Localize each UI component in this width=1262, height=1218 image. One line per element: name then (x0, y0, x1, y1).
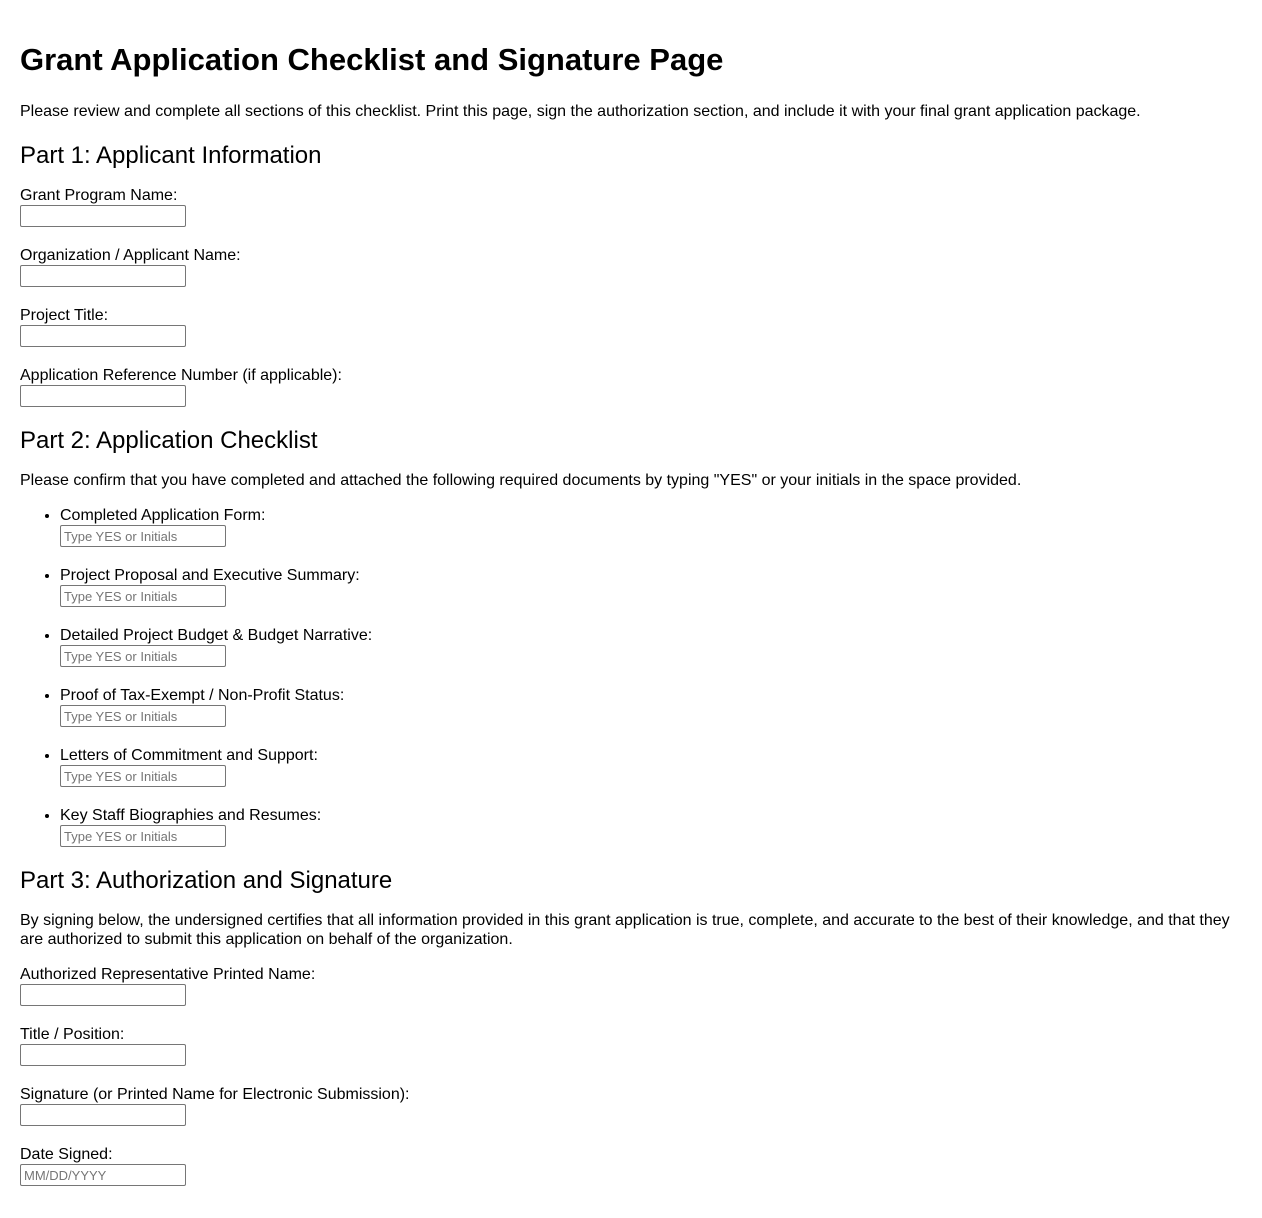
checklist-item-label: • Project Proposal and Executive Summary: (60, 567, 360, 584)
date-signed-field (20, 1145, 1242, 1186)
organization-name-input[interactable] (20, 265, 186, 287)
tax-exempt-status-confirm-input[interactable] (60, 705, 226, 727)
checklist-item-label: • Key Staff Biographies and Resumes: (60, 807, 322, 824)
title-position-input[interactable] (20, 1044, 186, 1066)
representative-printed-name-field (20, 965, 1242, 1006)
grant-program-name-input[interactable] (20, 205, 186, 227)
title-position-field (20, 1025, 1242, 1066)
date-signed-input[interactable] (20, 1164, 186, 1186)
project-proposal-confirm-input[interactable] (60, 585, 226, 607)
checklist-item-label: • Proof of Tax-Exempt / Non-Profit Status: (60, 687, 345, 704)
project-budget-confirm-input[interactable] (60, 645, 226, 667)
organization-name-field (20, 246, 1242, 287)
intro-text: Please review and complete all sections of this checklist. Print this page, sign the authorization section, and include it with your final grant application package. (20, 103, 1141, 120)
application-form-confirm-input[interactable] (60, 525, 226, 547)
checklist-item-project-budget (60, 626, 1242, 667)
checklist-item-application-form (60, 506, 1242, 547)
part1-heading: Part 1: Applicant Information (20, 142, 322, 169)
signature-label: Signature (or Printed Name for Electronic Submission): (20, 1086, 410, 1103)
project-title-label: Project Title: (20, 307, 109, 324)
checklist-instructions: Please confirm that you have completed and attached the following required documents by typing "YES" or your initials in the space provided. (20, 472, 1022, 489)
letters-of-support-confirm-input[interactable] (60, 765, 226, 787)
page-title: Grant Application Checklist and Signature Page (20, 42, 724, 77)
part3-heading: Part 3: Authorization and Signature (20, 867, 393, 894)
checklist-item-label: • Letters of Commitment and Support: (60, 747, 318, 764)
representative-printed-name-input[interactable] (20, 984, 186, 1006)
checklist-item-project-proposal (60, 566, 1242, 607)
checklist (20, 506, 1242, 847)
project-title-input[interactable] (20, 325, 186, 347)
checklist-item-staff-biographies (60, 806, 1242, 847)
application-reference-number-label: Application Reference Number (if applicable): (20, 367, 342, 384)
staff-biographies-confirm-input[interactable] (60, 825, 226, 847)
title-position-label: Title / Position: (20, 1026, 125, 1043)
organization-name-label: Organization / Applicant Name: (20, 247, 241, 264)
signature-input[interactable] (20, 1104, 186, 1126)
checklist-item-tax-exempt-status (60, 686, 1242, 727)
project-title-field (20, 306, 1242, 347)
application-reference-number-input[interactable] (20, 385, 186, 407)
checklist-item-letters-of-support (60, 746, 1242, 787)
authorization-statement: By signing below, the undersigned certifies that all information provided in this grant application is true, complete, and accurate to the best of their knowledge, and that they are authorized to submit this application on behalf of the organization. (20, 912, 1230, 948)
checklist-item-label: • Detailed Project Budget & Budget Narrative: (60, 627, 373, 644)
grant-program-name-label: Grant Program Name: (20, 187, 178, 204)
checklist-item-label: • Completed Application Form: (60, 507, 266, 524)
date-signed-label: Date Signed: (20, 1146, 113, 1163)
part2-heading: Part 2: Application Checklist (20, 427, 318, 454)
signature-field (20, 1085, 1242, 1126)
application-reference-number-field (20, 366, 1242, 407)
grant-program-name-field (20, 186, 1242, 227)
representative-printed-name-label: Authorized Representative Printed Name: (20, 966, 316, 983)
